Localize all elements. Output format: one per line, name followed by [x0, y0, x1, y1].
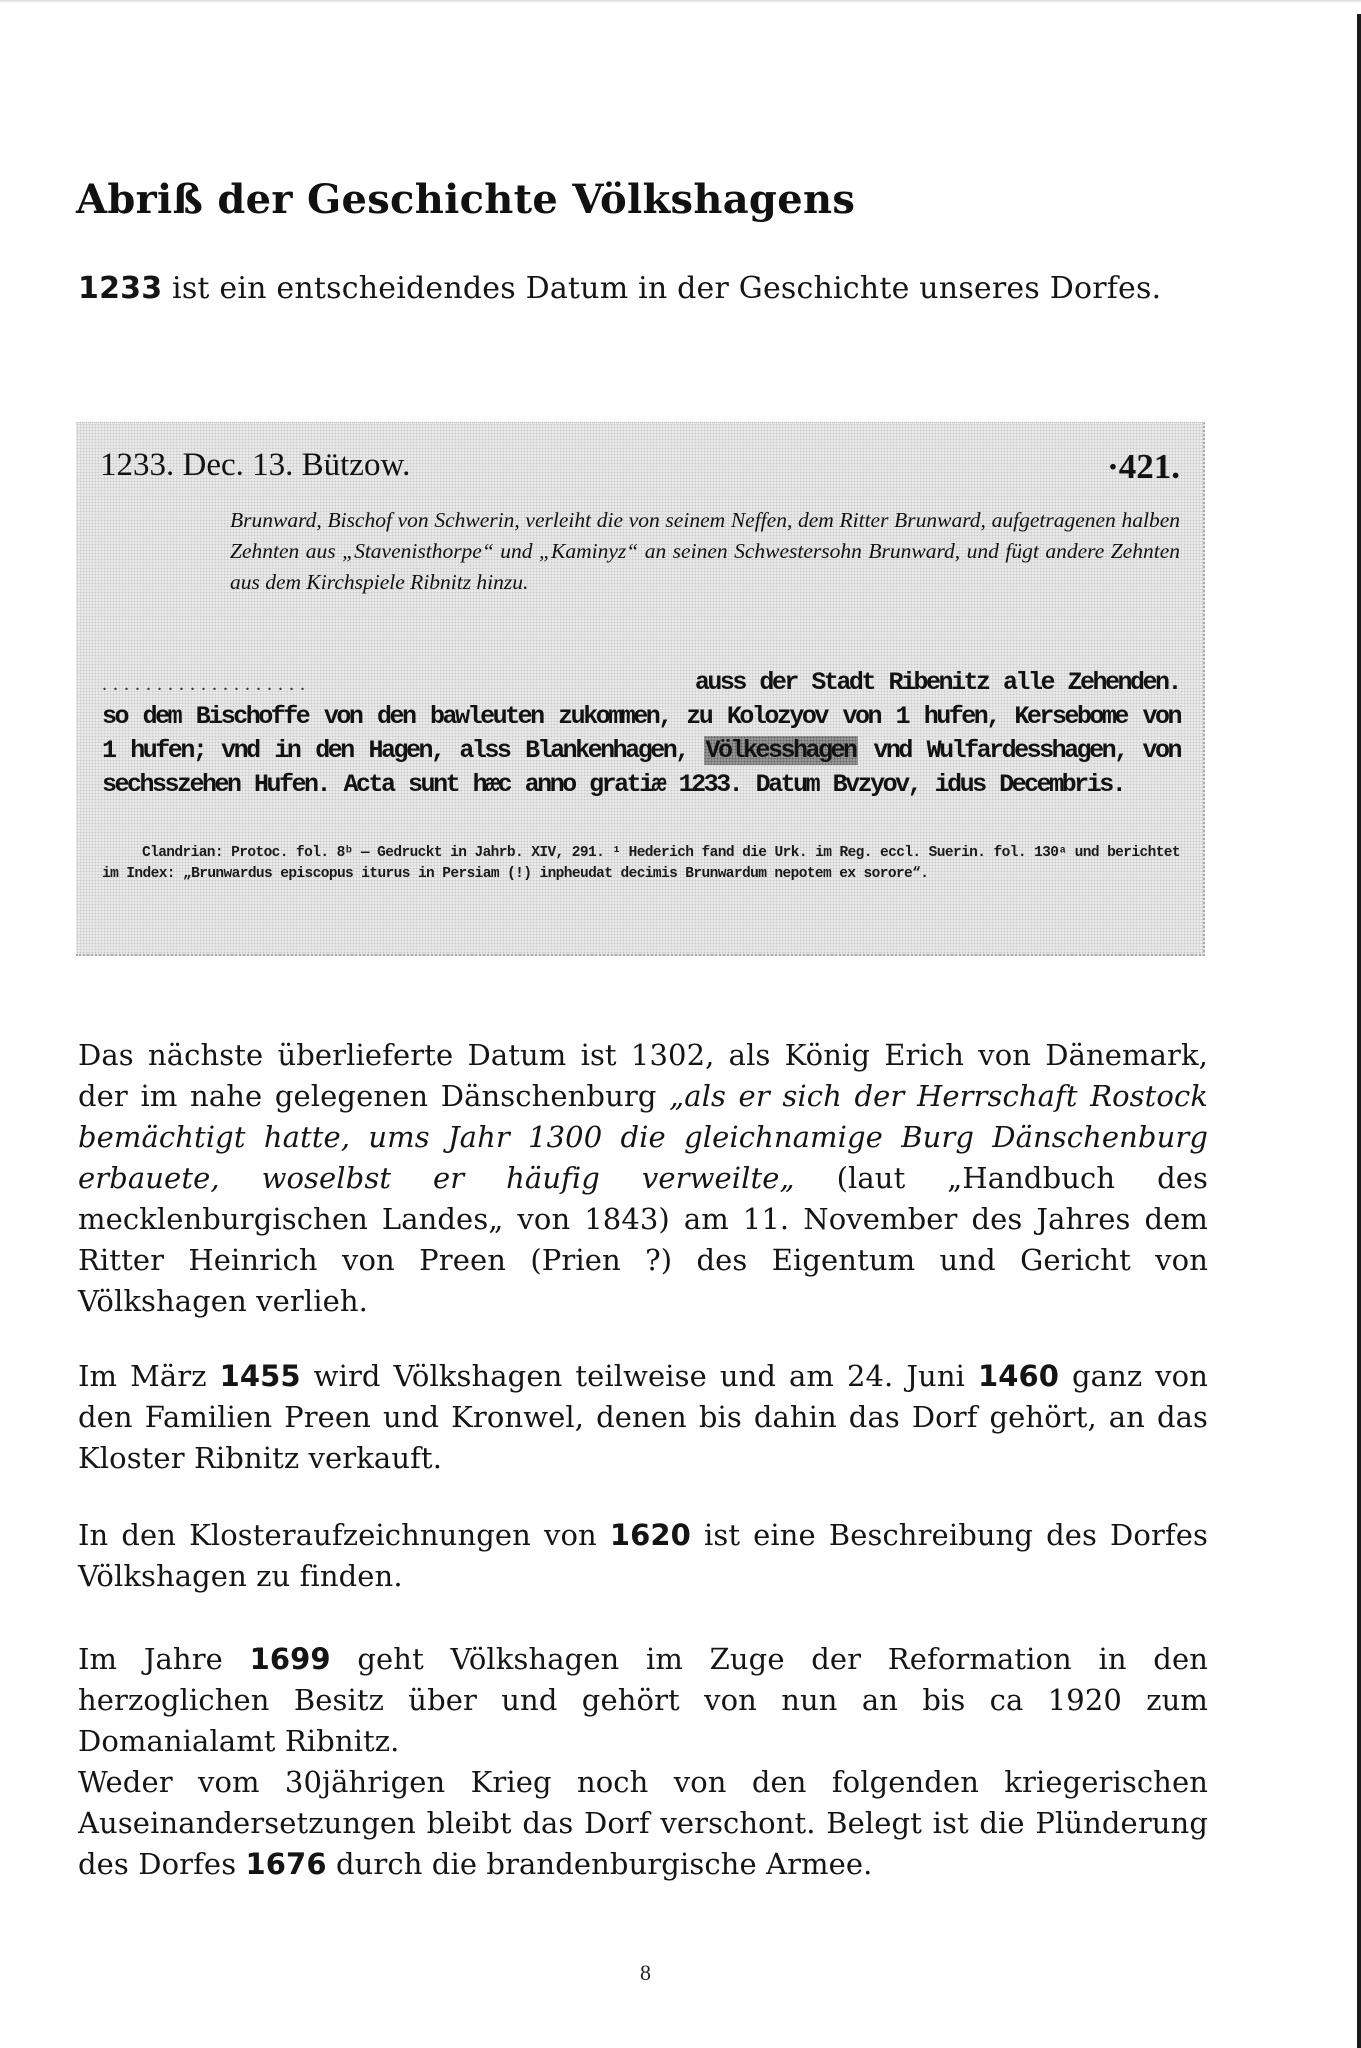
excerpt-number: ·421. — [1107, 447, 1180, 486]
p1-quote: „als er sich der Herrschaft Rostock bemächtigt hatte, ums Jahr 1300 die gleichnamige Burg Dänschenburg erbauete, woselbst er häufig verweilte„ — [78, 1079, 1208, 1195]
p2-text-a: Im März — [78, 1359, 220, 1393]
year-highlight: 1455 — [219, 1359, 301, 1393]
p4-text-d: durch die brandenburgische Armee. — [326, 1847, 873, 1881]
year-highlight: 1699 — [249, 1642, 331, 1676]
page-title: Abriß der Geschichte Völkshagens — [76, 176, 856, 223]
p1-text-a: Das nächste überlieferte Datum ist 1302, als König Erich von Dänemark, der im nahe gelegenen Dänschenburg — [78, 1038, 1208, 1113]
p1-text-b: (laut „Handbuch des mecklenburgischen Landes„ von 1843) am 11. November des Jahres dem Ritter Heinrich von Preen (Prien ?) des Eigentum und Gericht von Völkshagen verlieh. — [78, 1161, 1208, 1318]
paragraph-1455 — [78, 1356, 1208, 1479]
excerpt-summary: Brunward, Bischof von Schwerin, verleiht die von seinem Neffen, dem Ritter Brunward, aufgetragenen halben Zehnten aus „Stavenisthorpe“ und „Kaminyz“ an seinen Schwestersohn Brunward, und fügt andere Zehnten aus dem Kirchspiele Ribnitz hinzu. — [230, 508, 1180, 594]
excerpt-highlighted-name: Völkesshagen — [705, 736, 856, 765]
year-highlight: 1460 — [977, 1359, 1060, 1393]
year-highlight: 1620 — [609, 1518, 691, 1552]
intro-paragraph — [78, 268, 1208, 309]
paragraph-1620 — [78, 1515, 1208, 1597]
scan-right-edge — [1357, 14, 1361, 2048]
p4-text-c: Weder vom 30jährigen Krieg noch von den folgenden kriegerischen Auseinandersetzungen bleibt das Dorf verschont. Belegt ist die Plünderung des Dorfes — [78, 1765, 1208, 1881]
p2-text-b: wird Völkshagen teilweise und am 24. Juni — [300, 1359, 978, 1393]
excerpt-body-text-a: so dem Bischoffe von den bawleuten zukommen, zu Kolozyov von 1 hufen, Kersebome von 1 hufen; vnd in den Hagen, alss Blankenhagen, — [102, 702, 1180, 765]
excerpt-ellipsis: ................... — [102, 673, 311, 695]
excerpt-body-text-b: vnd Wulfardesshagen, von sechsszehen Hufen. Acta sunt hæc anno gratiæ 1233. Datum Bvzyov, idus Decembris. — [102, 736, 1180, 799]
p2-text-c: ganz von den Familien Preen und Kronwel, denen bis dahin das Dorf gehört, an das Kloster Ribnitz verkauft. — [78, 1359, 1208, 1475]
year-highlight: 1676 — [245, 1847, 327, 1881]
excerpt-body — [102, 666, 1180, 802]
p3-text-b: ist eine Beschreibung des Dorfes Völkshagen zu finden. — [78, 1518, 1208, 1593]
p4-text-a: Im Jahre — [78, 1642, 250, 1676]
p3-text-a: In den Klosteraufzeichnungen von — [78, 1518, 610, 1552]
p4-text-b: geht Völkshagen im Zuge der Reformation in den herzoglichen Besitz über und gehört von nun an bis ca 1920 zum Domanialamt Ribnitz. — [78, 1642, 1208, 1758]
paragraph-1699 — [78, 1639, 1208, 1885]
excerpt-footnotes — [102, 843, 1180, 885]
page-number: 8 — [640, 1960, 651, 1985]
paragraph-1302 — [78, 1035, 1208, 1322]
excerpt-date-line: 1233. Dec. 13. Bützow. — [100, 447, 411, 483]
excerpt-header — [100, 447, 1180, 487]
scan-top-edge — [0, 0, 1361, 3]
year-highlight: 1233 — [78, 271, 163, 306]
intro-text: ist ein entscheidendes Datum in der Geschichte unseres Dorfes. — [162, 271, 1162, 306]
excerpt-body-first-line: auss der Stadt Ribenitz alle Zehenden. — [694, 668, 1180, 697]
excerpt-footnote-text: Clandrian: Protoc. fol. 8ᵇ — Gedruckt in Jahrb. XIV, 291. ¹ Hederich fand die Urk. im Reg. eccl. Suerin. fol. 130ᵃ und berichtet im Index: „Brunwardus episcopus iturus in Persiam (!) inpheudat decimis Brunwardum nepotem ex sorore“. — [102, 845, 1180, 882]
document-excerpt — [76, 422, 1205, 956]
